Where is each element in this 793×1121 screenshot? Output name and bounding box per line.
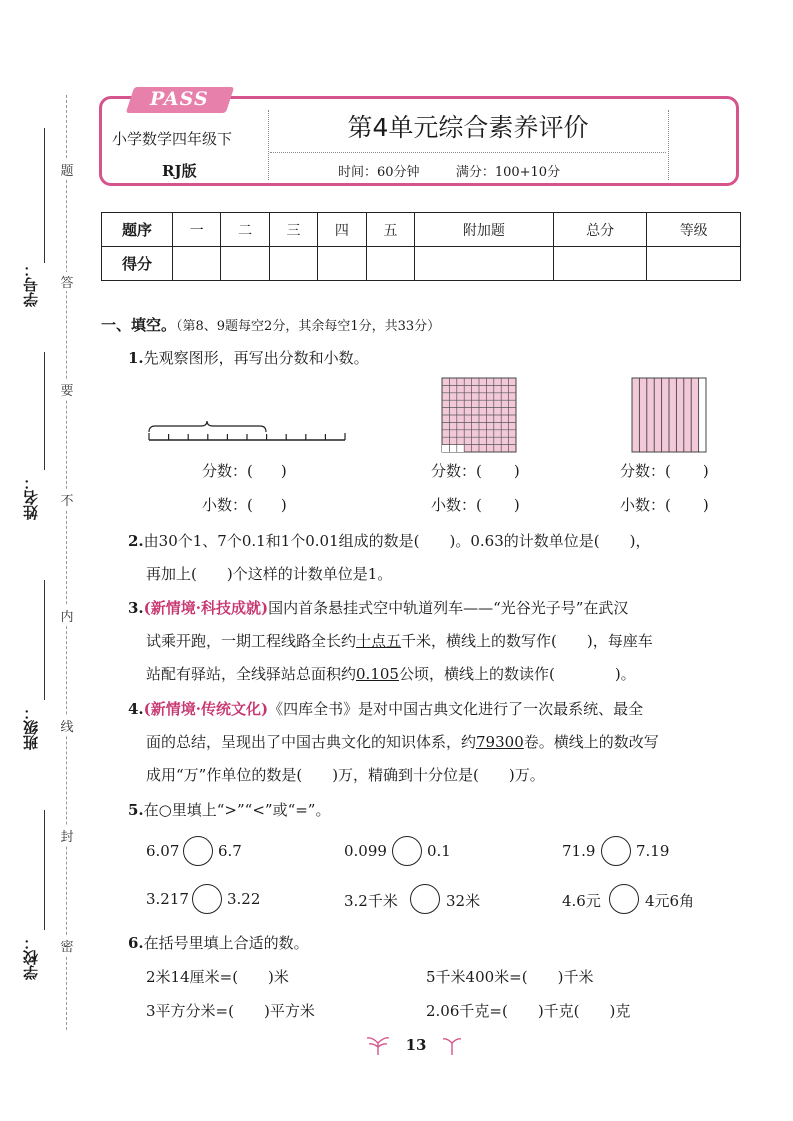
binding-dashed-line [66,95,67,1030]
binding-char: 密 [58,936,76,955]
class-label: 班级： [22,705,40,750]
section-heading [101,314,440,335]
conversion-item[interactable]: 2米14厘米=( )米 [146,968,289,986]
compare-circle[interactable] [392,836,422,866]
table-row [102,213,741,247]
underlined-number: 0.105 [356,665,399,683]
hundred-grid-figure [441,377,517,453]
question-text: 由30个1、7个0.1和1个0.01组成的数是( )。0.63的计数单位是( )， [143,532,651,550]
time-label: 时间：60分钟 [338,165,420,180]
paren-close: ) [280,462,287,480]
fraction-answer[interactable] [620,460,709,481]
decimal-answer[interactable] [620,494,709,515]
subject-label: 小学数学四年级下 [112,130,233,148]
score-cell[interactable] [318,247,366,281]
question-text: 先观察图形，再写出分数和小数。 [143,349,369,367]
binding-char: 封 [58,826,76,845]
underlined-number: 79300 [476,733,524,751]
question-text: 卷。横线上的数改写 [523,733,659,751]
exam-meta [338,161,560,180]
compare-left: 6.07 [146,842,180,860]
question-text: 国内首条悬挂式空中轨道列车——“光谷光子号”在武汉 [268,599,629,617]
name-line[interactable] [44,352,45,470]
table-header-cell: 五 [366,213,414,247]
binding-char: 要 [58,380,76,399]
question-2-cont: 再加上( )个这样的计数单位是1。 [146,565,393,583]
question-number: 6. [128,934,144,952]
name-label: 姓名： [22,475,40,520]
binding-char: 线 [58,716,76,735]
question-text: 站配有驿站，全线驿站总面积约 [146,665,357,683]
fraction-label: 分数：( [202,462,253,480]
decimal-label: 小数：( [431,496,482,514]
question-4 [128,698,643,719]
binding-char: 题 [58,160,76,179]
question-text: 面的总结，呈现出了中国古典文化的知识体系，约 [146,733,477,751]
conversion-item[interactable]: 5千米400米=( )千米 [426,968,594,986]
decimal-label: 小数：( [620,496,671,514]
question-5 [128,799,330,820]
binding-char: 答 [58,272,76,291]
decimal-answer[interactable] [431,494,520,515]
table-header-cell: 总分 [553,213,647,247]
decimal-answer[interactable] [202,494,287,515]
decor-leaf-icon [442,1034,462,1056]
question-text: 在括号里填上合适的数。 [143,934,309,952]
question-2 [128,530,650,551]
question-6 [128,932,309,953]
tenths-columns-figure [631,377,707,453]
compare-right: 3.22 [227,890,261,908]
compare-left: 3.2千米 [344,892,398,910]
header-divider [668,110,669,180]
paren-close: ) [702,462,709,480]
compare-circle[interactable] [183,836,213,866]
question-number: 1. [128,349,144,367]
paren-close: ) [513,462,520,480]
table-header-cell: 题序 [102,213,173,247]
header-divider [270,152,666,153]
question-number: 4. [128,700,144,718]
fraction-answer[interactable] [202,460,287,481]
table-header-cell: 四 [318,213,366,247]
compare-right: 0.1 [427,842,451,860]
compare-left: 0.099 [344,842,387,860]
compare-circle[interactable] [410,884,440,914]
score-cell[interactable] [553,247,647,281]
table-header-cell: 附加题 [415,213,554,247]
conversion-item[interactable]: 2.06千克=( )千克( )克 [426,1002,631,1020]
paren-close: ) [702,496,709,514]
compare-right: 4元6角 [645,892,695,910]
question-4-cont: 成用“万”作单位的数是( )万，精确到十分位是( )万。 [146,766,545,784]
score-cell[interactable] [366,247,414,281]
section-note: （第8、9题每空2分，其余每空1分，共33分） [176,319,441,334]
page-number: 13 [405,1036,427,1054]
question-3 [128,597,628,618]
number-line-figure [145,420,355,450]
question-number: 2. [128,532,144,550]
score-cell[interactable] [221,247,269,281]
paren-close: ) [513,496,520,514]
question-3-cont [146,663,636,684]
context-tag: (新情境·科技成就) [143,599,269,617]
score-cell[interactable] [647,247,741,281]
underlined-number: 十点五 [356,632,402,650]
compare-circle[interactable] [192,884,222,914]
score-cell[interactable] [173,247,221,281]
table-header-cell: 三 [269,213,317,247]
section-title: 一、填空。 [101,316,177,334]
compare-right: 7.19 [636,842,670,860]
question-1 [128,347,369,368]
school-label: 学校： [22,935,40,980]
compare-circle[interactable] [601,836,631,866]
school-line[interactable] [44,810,45,930]
question-3-cont [146,630,653,651]
compare-left: 71.9 [562,842,596,860]
table-header-cell: 一 [173,213,221,247]
score-cell[interactable] [269,247,317,281]
full-score-label: 满分：100+10分 [455,165,561,180]
logo-text: PASS [150,88,209,110]
question-text: 《四库全书》是对中国古典文化进行了一次最系统、最全 [268,700,644,718]
binding-char: 不 [58,490,76,509]
context-tag: (新情境·传统文化) [143,700,269,718]
page-title: 第4单元综合素养评价 [347,113,589,142]
score-table [101,212,741,281]
fraction-label: 分数：( [431,462,482,480]
score-cell[interactable] [415,247,554,281]
question-4-cont [146,731,659,752]
question-number: 3. [128,599,144,617]
question-number: 5. [128,801,144,819]
binding-char: 内 [58,606,76,625]
question-text: 公顷，横线上的数读作( )。 [398,665,636,683]
student-id-line[interactable] [44,128,45,263]
compare-circle[interactable] [609,884,639,914]
version-label: RJ版 [162,162,197,180]
header-divider [268,110,269,180]
compare-left: 3.217 [146,890,189,908]
paren-close: ) [280,496,287,514]
decimal-label: 小数：( [202,496,253,514]
compare-right: 6.7 [218,842,242,860]
fraction-answer[interactable] [431,460,520,481]
question-text: 千米，横线上的数写作( )，每座车 [401,632,653,650]
table-row [102,247,741,281]
conversion-item[interactable]: 3平方分米=( )平方米 [146,1002,315,1020]
compare-right: 32米 [446,892,481,910]
table-header-cell: 二 [221,213,269,247]
question-text: 试乘开跑，一期工程线路全长约 [146,632,357,650]
student-id-label: 学号： [22,262,40,307]
score-row-label: 得分 [102,247,173,281]
compare-left: 4.6元 [562,892,601,910]
fraction-label: 分数：( [620,462,671,480]
question-text: 在○里填上“>”“<”或“=”。 [143,801,331,819]
class-line[interactable] [44,580,45,700]
table-header-cell: 等级 [647,213,741,247]
